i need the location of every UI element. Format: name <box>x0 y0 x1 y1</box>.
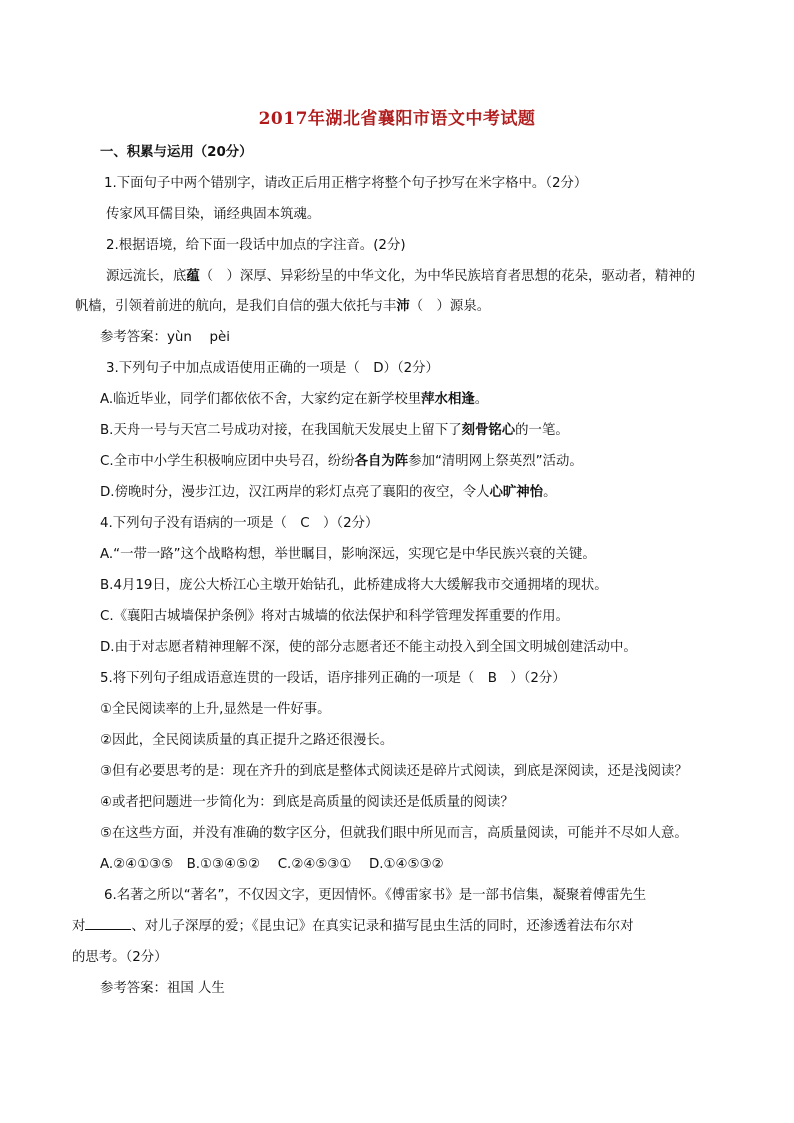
q4-option-b: B.4月19日，庞公大桥江心主墩开始钻孔，此桥建成将大大缓解我市交通拥堵的现状。 <box>100 578 608 593</box>
q5-sentence-3: ③但有必要思考的是：现在齐升的到底是整体式阅读还是碎片式阅读，到底是深阅读，还是浅阅读？ <box>100 764 688 779</box>
q2-passage-text: 帆樯，引领着前进的航向，是我们自信的强大依托与丰 <box>75 299 397 314</box>
q3-text: 。 <box>474 392 489 407</box>
section-heading: 一、积累与运用（20分） <box>100 145 253 160</box>
q5-prompt: 5.将下列句子组成语意连贯的一段话，语序排列正确的一项是（ B ）（2分） <box>100 671 566 686</box>
q3-text: 参加“清明网上祭英烈”活动。 <box>408 454 583 469</box>
q3-option-d <box>100 483 556 503</box>
q6-line1: 6.名著之所以“著名”，不仅因文字，更因情怀。《傅雷家书》是一部书信集，凝聚着傅雷先生 <box>104 888 647 903</box>
q2-passage-text: （ ）源泉。 <box>409 299 491 314</box>
q3-text: 的一笔。 <box>515 423 569 438</box>
q2-answer: 参考答案：yùn pèi <box>100 330 230 345</box>
q6-answer: 参考答案：祖国 人生 <box>100 981 225 996</box>
q4-prompt: 4.下列句子没有语病的一项是（ C ）（2分） <box>100 516 379 531</box>
q6-line3: 的思考。（2分） <box>72 950 168 965</box>
q5-sentence-2: ②因此，全民阅读质量的真正提升之路还很漫长。 <box>100 733 394 748</box>
q1-prompt: 1.下面句子中两个错别字，请改正后用正楷字将整个句子抄写在米字格中。（2分） <box>104 176 588 191</box>
q6-text: 、对儿子深厚的爱；《昆虫记》在真实记录和描写昆虫生活的同时，还渗透着法布尔对 <box>131 919 634 934</box>
q2-passage-line1 <box>106 267 695 287</box>
q3-text: C.全市中小学生积极响应团中央号召，纷纷 <box>100 454 355 469</box>
q2-passage-text: （ ）深厚、异彩纷呈的中华文化，为中华民族培育者思想的花朵，驱动者，精神的 <box>199 269 696 284</box>
q3-option-b <box>100 421 569 441</box>
q6-line2 <box>72 917 634 937</box>
q4-option-c: C.《襄阳古城墙保护条例》将对古城墙的依法保护和科学管理发挥重要的作用。 <box>100 609 569 624</box>
q4-option-d: D.由于对志愿者精神理解不深，使的部分志愿者还不能主动投入到全国文明城创建活动中。 <box>100 640 637 655</box>
q3-option-c <box>100 452 583 472</box>
q3-idiom: 各自为阵 <box>354 454 409 469</box>
q3-idiom: 刻骨铭心 <box>461 423 516 438</box>
q2-passage-text: 源远流长，底 <box>106 269 187 284</box>
q2-dotted-char: 蕴 <box>186 269 200 284</box>
q5-sentence-5: ⑤在这些方面，并没有准确的数字区分，但就我们眼中所见而言，高质量阅读，可能并不尽如人意。 <box>100 826 688 841</box>
q6-text: 对 <box>72 919 86 934</box>
q6-answer-blank[interactable] <box>85 917 131 930</box>
q4-option-a: A.“一带一路”这个战略构想，举世瞩目，影响深远，实现它是中华民族兴衰的关键。 <box>100 547 596 562</box>
q2-dotted-char: 沛 <box>396 299 410 314</box>
q3-idiom: 萍水相逢 <box>421 392 475 407</box>
q3-idiom: 心旷神怡 <box>489 485 544 500</box>
q3-text: A.临近毕业，同学们都依依不舍，大家约定在新学校里 <box>100 392 422 407</box>
q2-passage-line2 <box>75 297 490 317</box>
q3-prompt: 3.下列句子中加点成语使用正确的一项是（ D）（2分） <box>106 361 439 376</box>
q5-sentence-4: ④或者把问题进一步简化为：到底是高质量的阅读还是低质量的阅读？ <box>100 795 514 810</box>
q3-text: B.天舟一号与天宫二号成功对接，在我国航天发展史上留下了 <box>100 423 462 438</box>
q1-sentence: 传家风耳儒目染，诵经典固本筑魂。 <box>106 207 321 222</box>
q5-options: A.②④①③⑤ B.①③④⑤② C.②④⑤③① D.①④⑤③② <box>100 857 444 872</box>
document-title: 2017年湖北省襄阳市语文中考试题 <box>258 109 536 129</box>
q3-option-a <box>100 390 488 410</box>
q2-prompt: 2.根据语境，给下面一段话中加点的字注音。(2分) <box>106 238 406 253</box>
q3-text: D.傍晚时分，漫步江边，汉江两岸的彩灯点亮了襄阳的夜空，令人 <box>100 485 490 500</box>
q3-text: 。 <box>543 485 557 500</box>
q5-sentence-1: ①全民阅读率的上升,显然是一件好事。 <box>100 702 331 717</box>
